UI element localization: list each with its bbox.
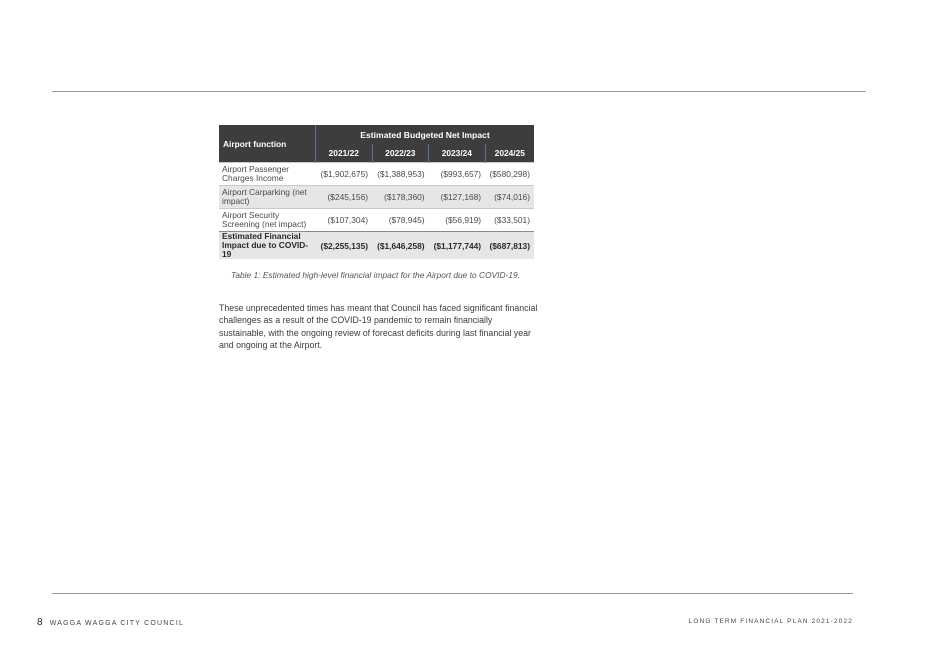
table-cell: ($1,177,744) xyxy=(429,232,486,260)
function-column-header: Airport function xyxy=(219,125,316,163)
table-row xyxy=(219,163,534,186)
table-cell: ($56,919) xyxy=(429,209,486,232)
table-cell: ($33,501) xyxy=(485,209,534,232)
table-cell: ($245,156) xyxy=(316,186,373,209)
table-cell: ($1,388,953) xyxy=(372,163,429,186)
table-caption: Table 1: Estimated high-level financial impact for the Airport due to COVID-19. xyxy=(231,270,520,280)
group-column-header: Estimated Budgeted Net Impact xyxy=(316,125,535,144)
table-cell: ($178,360) xyxy=(372,186,429,209)
year-header: 2024/25 xyxy=(485,144,534,163)
footer-divider xyxy=(52,593,853,594)
financial-impact-table xyxy=(219,125,534,259)
table-cell: ($2,255,135) xyxy=(316,232,373,260)
year-header: 2021/22 xyxy=(316,144,373,163)
footer-left xyxy=(37,617,184,628)
table-cell: ($580,298) xyxy=(485,163,534,186)
row-label: Airport Passenger Charges Income xyxy=(219,163,316,186)
table-row xyxy=(219,186,534,209)
organisation-name: WAGGA WAGGA CITY COUNCIL xyxy=(49,620,185,627)
body-paragraph: These unprecedented times has meant that Council has faced significant financial challenges as a result of the COVID-19 pandemic to remain financially sustainable, with the ongoing review of forecast deficits during last financial year and ongoing at the Airport. xyxy=(219,303,538,351)
year-header: 2022/23 xyxy=(372,144,429,163)
table-cell: ($74,016) xyxy=(485,186,534,209)
table-cell: ($1,902,675) xyxy=(316,163,373,186)
document-title: LONG TERM FINANCIAL PLAN 2021-2022 xyxy=(688,618,853,625)
table-cell: ($127,168) xyxy=(429,186,486,209)
year-header: 2023/24 xyxy=(429,144,486,163)
table-cell: ($1,646,258) xyxy=(372,232,429,260)
total-row xyxy=(219,232,534,260)
table-row xyxy=(219,209,534,232)
header-divider xyxy=(52,91,866,92)
row-label: Airport Carparking (net impact) xyxy=(219,186,316,209)
table-cell: ($993,657) xyxy=(429,163,486,186)
row-label: Estimated Financial Impact due to COVID-19 xyxy=(219,232,316,260)
table-cell: ($107,304) xyxy=(316,209,373,232)
row-label: Airport Security Screening (net impact) xyxy=(219,209,316,232)
table-cell: ($78,945) xyxy=(372,209,429,232)
page-number: 8 xyxy=(37,617,43,628)
table-cell: ($687,813) xyxy=(485,232,534,260)
